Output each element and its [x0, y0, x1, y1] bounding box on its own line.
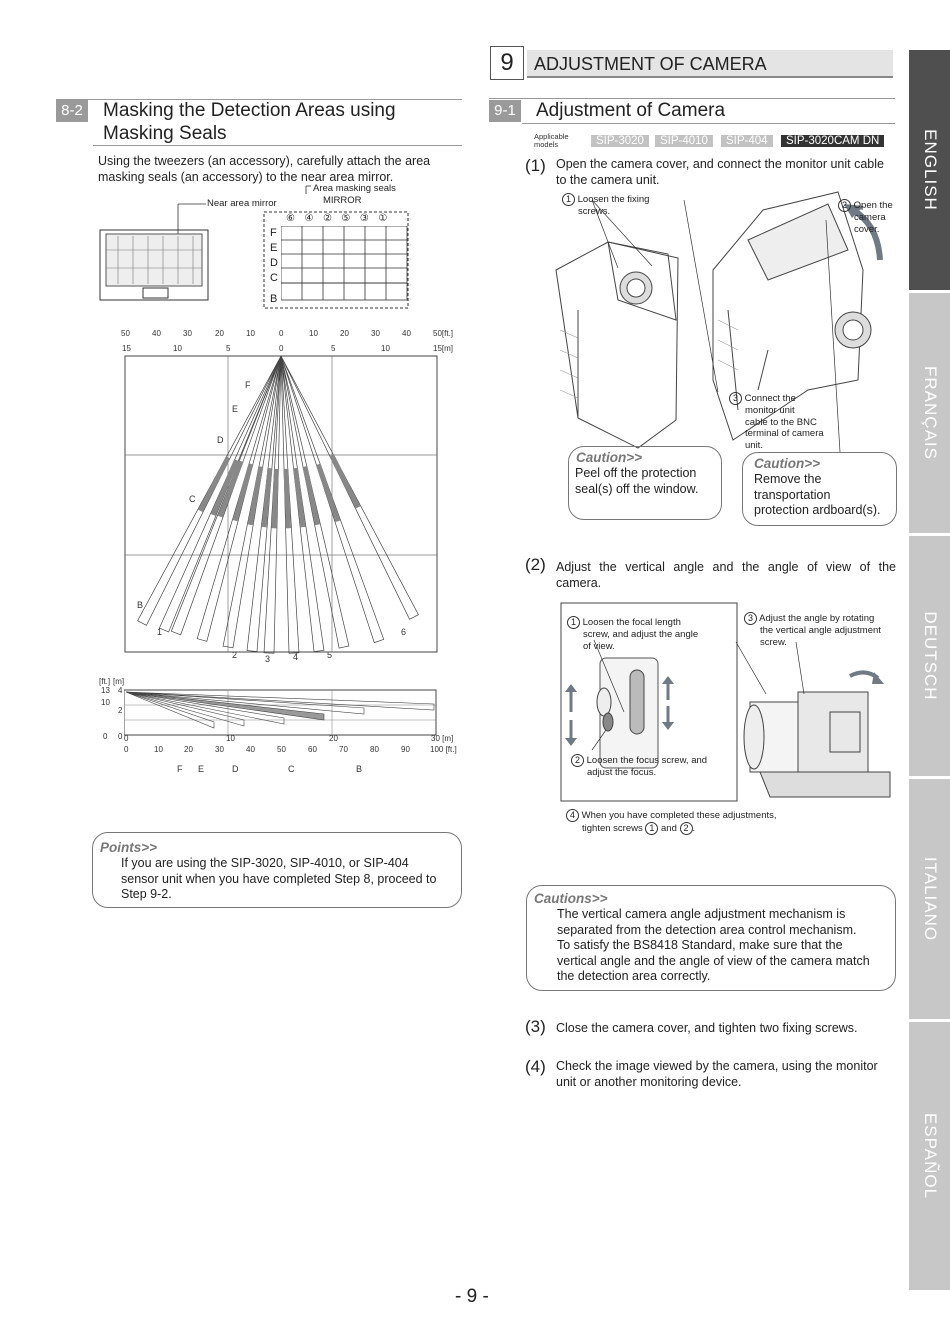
callout-line: screw, and adjust the angle [583, 629, 699, 640]
bottom-tick-ft: 90 [401, 745, 410, 754]
masked-segment [264, 468, 270, 527]
points-line: sensor unit when you have completed Step 8, proceed to [121, 871, 437, 886]
zone-letter: B [137, 600, 144, 610]
top-tick-m: 5 [331, 344, 336, 353]
callout-number: 2 [680, 822, 693, 835]
applicable-line: models [534, 140, 559, 149]
zone-letter: C [189, 494, 196, 504]
step-line: Adjust the vertical angle and the angle of view of the [556, 560, 896, 574]
masked-segment [274, 469, 276, 528]
caution-line: Peel off the protection [575, 466, 697, 480]
zone-letter: D [217, 435, 224, 445]
bottom-tick-m: 10 [226, 734, 235, 743]
bottom-tick-ft: 100 [ft.] [430, 745, 457, 754]
points-box [92, 832, 462, 908]
top-tick-ft: 20 [215, 329, 224, 338]
zone-number: 1 [157, 627, 163, 637]
callout-line: terminal of camera [745, 428, 824, 439]
callout-line: adjust the focus. [587, 767, 657, 778]
bottom-tick-m: 30 [m] [431, 734, 454, 743]
callout-line: screw. [760, 636, 787, 648]
callout [562, 193, 649, 218]
top-tick-ft: 50 [121, 329, 130, 338]
zone-number: 2 [232, 650, 238, 660]
zone-letter: E [232, 404, 239, 414]
divider [489, 98, 895, 99]
points-line: Step 9-2. [121, 887, 172, 901]
chapter-title: ADJUSTMENT OF CAMERA [534, 54, 767, 74]
callout-line: and [661, 823, 677, 834]
tab-espanol[interactable] [909, 1022, 950, 1290]
cautions-line: The vertical camera angle adjustment mechanism is [557, 907, 846, 921]
callout [838, 199, 893, 235]
masked-segment [286, 469, 289, 528]
caution-heading: Caution>> [754, 456, 821, 471]
seal-col: ⑤ [341, 213, 360, 224]
step-number: (3) [525, 1017, 546, 1036]
callout-line: Loosen the focus screw, and [586, 755, 708, 766]
side-tick-ft: 10 [101, 698, 110, 707]
bottom-tick-ft: 20 [184, 745, 193, 754]
callout-line: camera [854, 212, 886, 223]
bottom-tick-ft: 70 [339, 745, 348, 754]
points-line: If you are using the SIP-3020, SIP-4010, or SIP-404 [121, 856, 409, 870]
top-tick-ft: 10 [246, 329, 255, 338]
step-number: (2) [525, 555, 546, 574]
side-view-chart [124, 689, 438, 737]
zone-number: 4 [293, 652, 299, 662]
step-text: Close the camera cover, and tighten two fixing screws. [556, 1021, 858, 1035]
bottom-letter: C [288, 764, 295, 774]
divider [522, 123, 895, 124]
bottom-tick-ft: 40 [246, 745, 255, 754]
side-beam [126, 692, 244, 726]
caution-text [575, 466, 698, 497]
callout-line: Open the [853, 200, 893, 211]
seal-rows [270, 226, 278, 307]
callout-line: Loosen the focal length [582, 617, 681, 628]
callout-line: Adjust the angle by rotating [759, 613, 875, 624]
bottom-tick-ft: 10 [154, 745, 163, 754]
seal-columns [286, 213, 397, 224]
intro-line: Using the tweezers (an accessory), carefully attach the area [98, 154, 431, 168]
caution-line: seal(s) off the window. [575, 481, 699, 496]
cautions-line: the detection area correctly. [557, 969, 711, 983]
zone-number: 6 [401, 627, 407, 637]
masked-segment [318, 464, 338, 521]
callout-line: cable to the BNC [745, 416, 817, 428]
top-tick-m: 0 [279, 344, 284, 353]
seal-col: ② [322, 213, 342, 224]
bottom-letter: D [232, 764, 239, 774]
detection-area-chart [124, 355, 438, 655]
divider [93, 145, 462, 146]
cautions-text [557, 907, 870, 985]
section-number: 8-2 [56, 100, 88, 122]
divider [56, 99, 462, 100]
seal-col: ⑥ [286, 213, 305, 224]
tab-label: ENGLISH [920, 129, 940, 211]
top-tick-ft: 30 [371, 329, 380, 338]
bottom-letter: F [177, 764, 183, 774]
bottom-tick-ft: 50 [277, 745, 286, 754]
seal-col: ① [378, 213, 397, 224]
applicable-line: Applicable [534, 132, 569, 141]
cautions-heading: Cautions>> [534, 891, 608, 906]
section-title-line: Masking Seals [103, 123, 227, 144]
step-number: (1) [525, 156, 546, 175]
model-badge: SIP-404 [721, 135, 773, 147]
cautions-box [526, 885, 896, 991]
page-number: - 9 - [455, 1286, 489, 1307]
cautions-line: vertical angle and the angle of view of the camera match [557, 953, 870, 968]
points-text [121, 856, 436, 903]
caution-text [754, 472, 880, 519]
step-number: (4) [525, 1057, 546, 1076]
seal-row: D [270, 257, 278, 269]
top-tick-ft: 50[ft.] [433, 329, 454, 338]
side-beam [126, 692, 364, 714]
model-badge: SIP-3020 [591, 135, 649, 147]
zone-number: 5 [327, 650, 333, 660]
section-title: Adjustment of Camera [536, 100, 726, 121]
step-line: Check the image viewed by the camera, using the monitor [556, 1059, 878, 1073]
callout-line: Connect the [744, 393, 796, 404]
top-tick-ft: 40 [152, 329, 161, 338]
seal-col: ④ [304, 213, 323, 224]
bottom-tick-ft: 60 [308, 745, 317, 754]
callout: 4 When you have completed these adjustments, tighten screws 1 and 2 . [566, 809, 777, 835]
section-title [103, 99, 396, 145]
step-text [556, 1059, 878, 1090]
label-mirror: MIRROR [323, 195, 362, 206]
callout-line: Loosen the fixing [577, 194, 650, 205]
bottom-tick-ft: 80 [370, 745, 379, 754]
top-tick-ft: 10 [309, 329, 318, 338]
callout-line: screws. [578, 206, 611, 217]
tab-francais[interactable] [909, 293, 950, 533]
callout-number: 2 [838, 199, 851, 212]
seal-row: E [270, 242, 278, 254]
top-tick-m: 5 [226, 344, 231, 353]
top-tick-m: 10 [381, 344, 390, 353]
caution-line: Remove the [754, 472, 822, 486]
top-tick-m: 10 [173, 344, 182, 353]
callout-line: of view. [583, 640, 615, 652]
bottom-tick-ft: 30 [215, 745, 224, 754]
callout-number: 1 [562, 193, 575, 206]
top-tick-ft: 0 [279, 329, 284, 338]
cautions-line: To satisfy the BS8418 Standard, make sure that the [557, 938, 843, 952]
points-heading: Points>> [100, 840, 158, 855]
caution-box [568, 446, 722, 520]
seal-row: C [270, 272, 278, 284]
top-tick-ft: 20 [340, 329, 349, 338]
chapter-number: 9 [490, 46, 524, 80]
top-tick-m: 15 [122, 344, 131, 353]
side-tick-m: 2 [118, 706, 123, 715]
side-tick-ft: 13 [101, 686, 110, 695]
tab-english[interactable] [909, 50, 950, 290]
callout-line: tighten screws [582, 823, 643, 834]
side-beam [126, 692, 324, 720]
masked-segment [332, 455, 359, 507]
callout [744, 612, 881, 648]
tab-deutsch[interactable] [909, 536, 950, 776]
callout-line: the vertical angle adjustment [760, 625, 881, 636]
callout [571, 754, 707, 779]
tab-label: ITALIANO [920, 856, 940, 942]
masked-segment [305, 467, 318, 525]
zone-number: 3 [265, 654, 271, 664]
section-title-line: Masking the Detection Areas using [103, 100, 396, 121]
section-number: 9-1 [489, 100, 521, 122]
chapter-title-bar [527, 50, 893, 78]
callout-number: 1 [567, 616, 580, 629]
side-unit: [ft.] [99, 677, 111, 686]
label-area-masking: Area masking seals [313, 183, 396, 194]
seal-grid [281, 226, 411, 302]
model-badge: SIP-4010 [655, 135, 713, 147]
callout-number: 3 [729, 392, 742, 405]
callout-line: monitor unit [745, 405, 795, 416]
side-tick-m: 0 [118, 732, 123, 741]
model-badge-active: SIP-3020CAM DN [781, 135, 884, 147]
tab-label: DEUTSCH [920, 611, 940, 701]
masked-segment [250, 467, 261, 525]
side-beam [126, 692, 434, 710]
caution-heading: Caution>> [576, 450, 643, 465]
callout-number: 3 [744, 612, 757, 625]
callout-number: 4 [566, 809, 579, 822]
tab-label: ESPAÑOL [920, 1112, 940, 1200]
bottom-tick-ft: 0 [124, 745, 129, 754]
top-tick-ft: 30 [183, 329, 192, 338]
step-line: unit or another monitoring device. [556, 1074, 742, 1089]
caution-line: protection ardboard(s). [754, 503, 881, 517]
bottom-tick-m: 0 [124, 734, 129, 743]
step-line: Open the camera cover, and connect the monitor unit cable [556, 157, 884, 171]
callout-line: unit. [745, 439, 763, 451]
side-unit: [m] [113, 677, 125, 686]
callout [729, 392, 824, 451]
tab-label: FRANÇAIS [920, 366, 940, 460]
intro-line: masking seals (an accessory) to the near area mirror. [98, 169, 394, 184]
seal-col: ③ [359, 213, 379, 224]
callout-line: When you have completed these adjustments, [581, 810, 777, 821]
step-text [556, 560, 896, 591]
cautions-line: separated from the detection area control mechanism. [557, 922, 857, 937]
bottom-letter: B [356, 764, 363, 774]
top-tick-ft: 40 [402, 329, 411, 338]
caution-line: transportation [754, 487, 831, 502]
callout-number: 1 [645, 822, 658, 835]
step-line: to the camera unit. [556, 172, 660, 187]
bottom-tick-m: 20 [329, 734, 338, 743]
side-tick-ft: 0 [103, 732, 108, 741]
applicable-models-label [534, 133, 569, 149]
step-line: camera. [556, 575, 602, 590]
caution-box [742, 452, 897, 526]
side-tick-m: 4 [118, 686, 123, 695]
callout [567, 616, 698, 652]
seal-row: B [270, 293, 278, 305]
seal-row: F [270, 227, 277, 239]
label-near-mirror: Near area mirror [207, 198, 277, 209]
callout-number: 2 [571, 754, 584, 767]
top-tick-m: 15[m] [433, 344, 454, 353]
tab-italiano[interactable] [909, 779, 950, 1019]
bottom-letter: E [198, 764, 205, 774]
zone-letter: F [245, 380, 251, 390]
callout-line: cover. [854, 223, 880, 235]
